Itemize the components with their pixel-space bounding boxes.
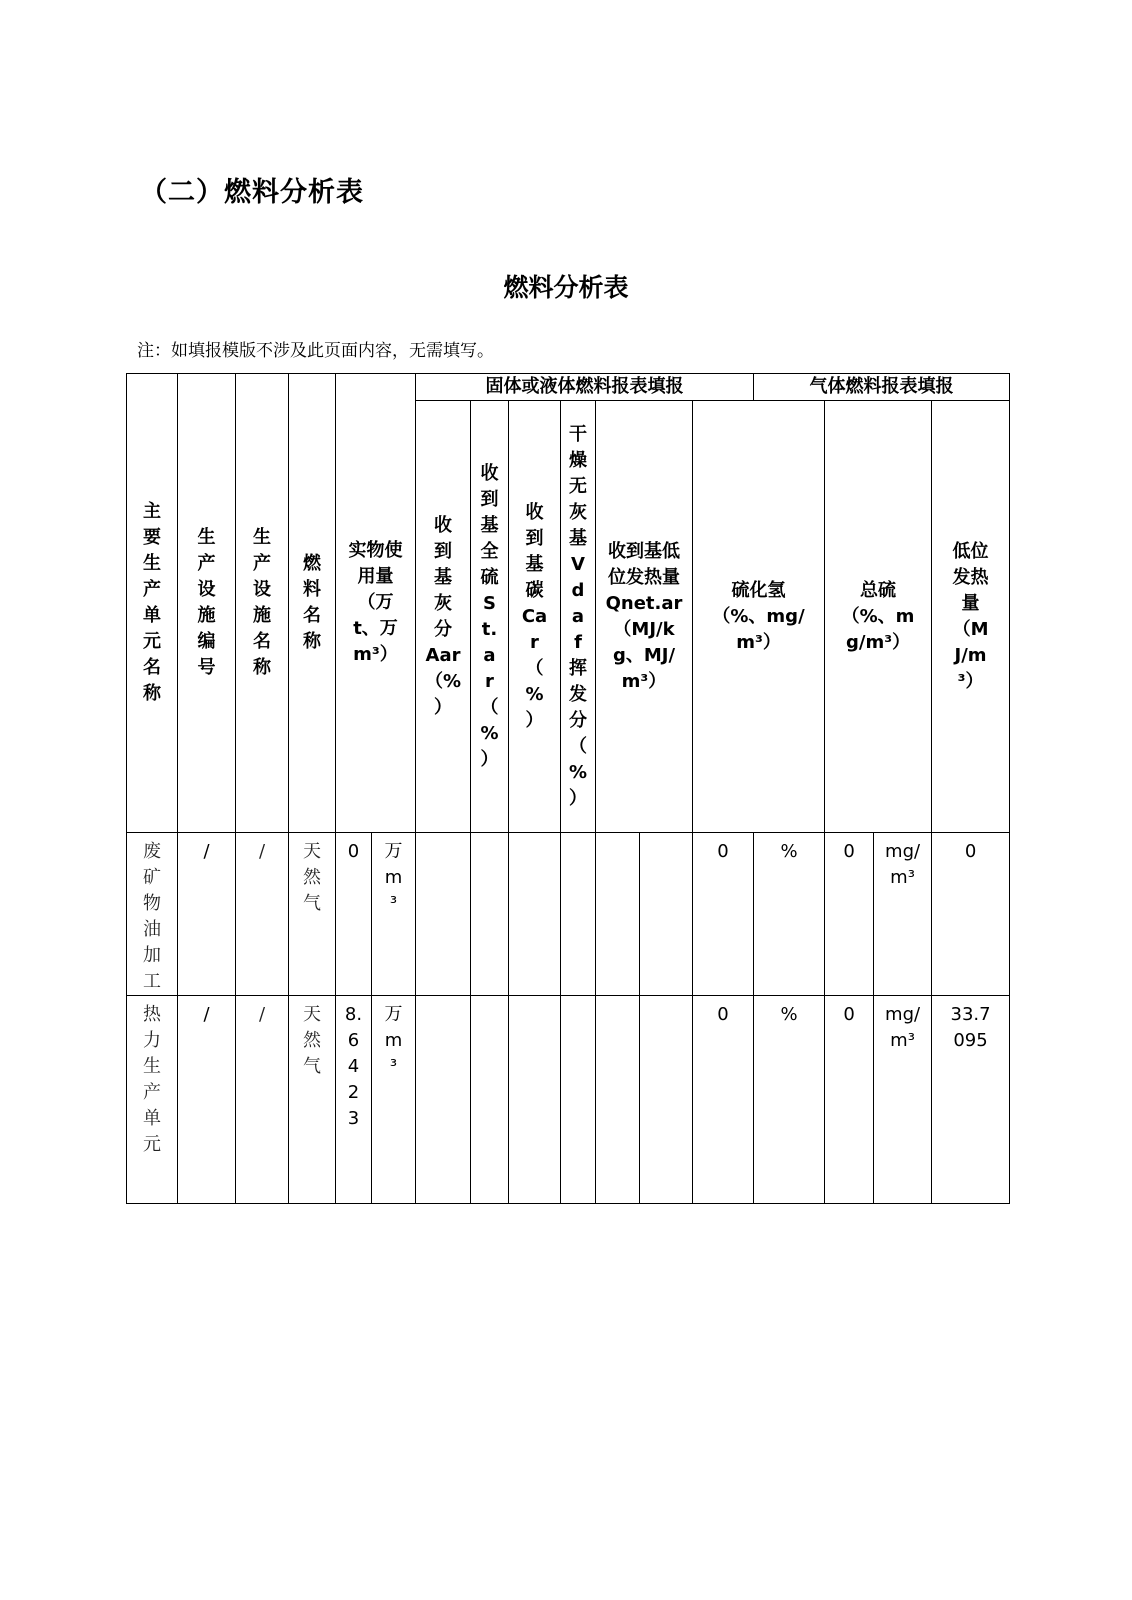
cell-total-sulfur-unit: mg/m³ <box>874 833 932 996</box>
cell-star <box>471 833 509 996</box>
cell-facility-code: / <box>178 996 236 1204</box>
col-total-sulfur: 总硫 （%、mg/m³） <box>825 401 932 833</box>
cell-car <box>509 996 561 1204</box>
table-row <box>127 833 1010 996</box>
col-unit-name: 主要生产单元名称 <box>127 374 178 833</box>
col-car: 收到基碳 Car（%） <box>509 401 561 833</box>
col-vdaf: 干燥无灰基 Vdaf 挥发分（%） <box>561 401 596 833</box>
cell-qnet-value <box>596 996 640 1204</box>
col-usage: 实物使用量 （万t、万m³） <box>336 374 416 833</box>
cell-fuel-name: 天然气 <box>289 833 336 996</box>
cell-usage-value: 0 <box>336 833 372 996</box>
cell-h2s-value: 0 <box>693 996 754 1204</box>
header-row-group <box>127 374 1010 401</box>
cell-usage-unit: 万m³ <box>372 996 416 1204</box>
col-star: 收到基全硫 St.ar（%） <box>471 401 509 833</box>
cell-total-sulfur-unit: mg/m³ <box>874 996 932 1204</box>
cell-usage-value: 8.6423 <box>336 996 372 1204</box>
cell-qnet-value <box>596 833 640 996</box>
cell-facility-name: / <box>236 996 289 1204</box>
cell-unit-name: 热力生产单元 <box>127 996 178 1204</box>
cell-facility-code: / <box>178 833 236 996</box>
cell-facility-name: / <box>236 833 289 996</box>
col-lhv: 低位发热量 （MJ/m³） <box>932 401 1010 833</box>
cell-vdaf <box>561 833 596 996</box>
group-solid-liquid: 固体或液体燃料报表填报 <box>416 374 754 401</box>
cell-aar <box>416 833 471 996</box>
cell-h2s-unit: % <box>754 833 825 996</box>
col-aar: 收到基灰分 Aar（%） <box>416 401 471 833</box>
cell-aar <box>416 996 471 1204</box>
cell-total-sulfur-value: 0 <box>825 833 874 996</box>
cell-h2s-unit: % <box>754 996 825 1204</box>
cell-unit-name: 废矿物油加工 <box>127 833 178 996</box>
cell-usage-unit: 万m³ <box>372 833 416 996</box>
col-h2s: 硫化氢 （%、mg/m³） <box>693 401 825 833</box>
section-heading: （二）燃料分析表 <box>140 177 364 208</box>
table-title: 燃料分析表 <box>503 273 629 302</box>
cell-qnet-unit <box>640 833 693 996</box>
table-row <box>127 996 1010 1204</box>
col-facility-name: 生产设施名称 <box>236 374 289 833</box>
col-qnet: 收到基低位发热量 Qnet.ar（MJ/kg、MJ/m³） <box>596 401 693 833</box>
group-gas: 气体燃料报表填报 <box>754 374 1010 401</box>
cell-fuel-name: 天然气 <box>289 996 336 1204</box>
cell-vdaf <box>561 996 596 1204</box>
note-text: 注：如填报模版不涉及此页面内容，无需填写。 <box>137 341 494 361</box>
cell-lhv: 0 <box>932 833 1010 996</box>
col-facility-code: 生产设施编号 <box>178 374 236 833</box>
cell-total-sulfur-value: 0 <box>825 996 874 1204</box>
cell-car <box>509 833 561 996</box>
cell-h2s-value: 0 <box>693 833 754 996</box>
fuel-analysis-table <box>126 373 1010 1204</box>
col-fuel-name: 燃料名称 <box>289 374 336 833</box>
cell-star <box>471 996 509 1204</box>
cell-lhv: 33.7095 <box>932 996 1010 1204</box>
cell-qnet-unit <box>640 996 693 1204</box>
